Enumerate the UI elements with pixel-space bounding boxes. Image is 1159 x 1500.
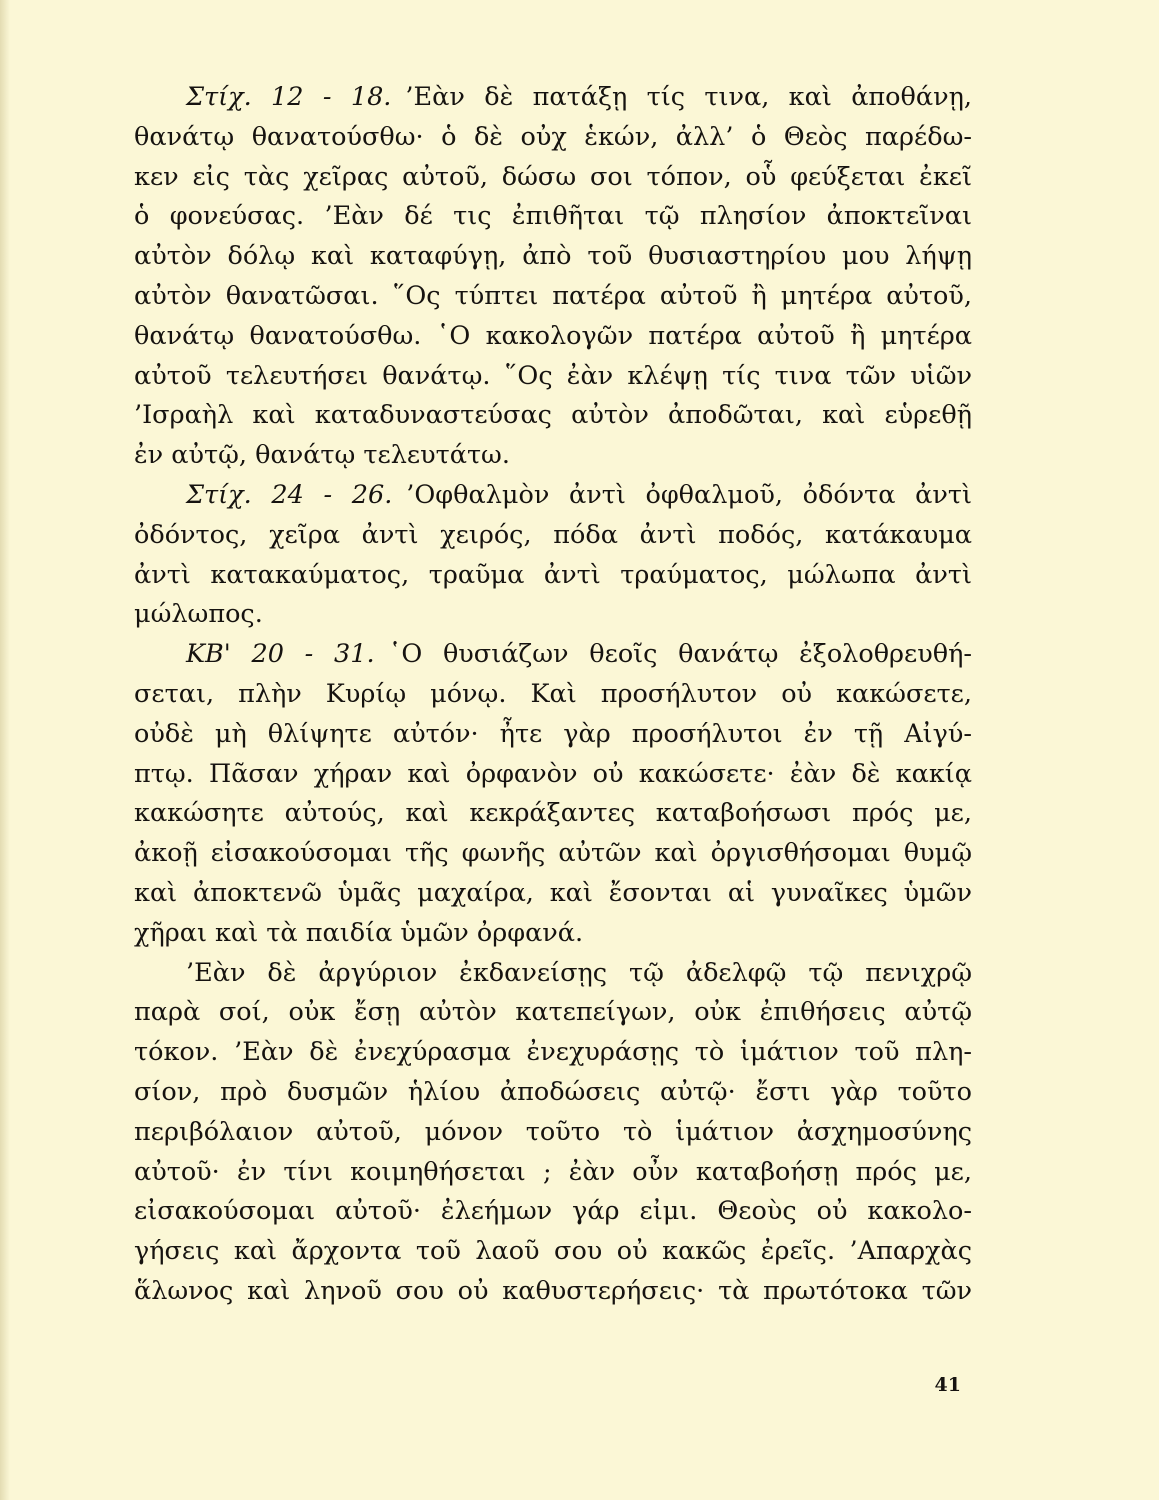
text-line: ΚΒ' 20 - 31. ῾Ο θυσιάζων θεοῖς θανάτῳ ἐξολοθρευθή-: [186, 639, 972, 670]
text-line: εἰσακούσομαι αὐτοῦ· ἐλεήμων γάρ εἰμι. Θεοὺς οὐ κακολο-: [134, 1196, 972, 1227]
body-text: [134, 78, 972, 1312]
verse-reference: Στίχ. 24 - 26.: [186, 479, 393, 510]
text-line: αὐτὸν δόλῳ καὶ καταφύγῃ, ἀπὸ τοῦ θυσιαστηρίου μου λήψῃ: [134, 241, 972, 272]
text-line: σεται, πλὴν Κυρίῳ μόνῳ. Καὶ προσήλυτον οὐ κακώσετε,: [134, 678, 972, 709]
text-line: κακώσητε αὐτούς, καὶ κεκράξαντες καταβοήσωσι πρός με,: [134, 798, 972, 829]
text-line: ὁ φονεύσας. ’Εὰν δέ τις ἐπιθῆται τῷ πλησίον ἀποκτεῖναι: [134, 201, 972, 232]
verse-reference: ΚΒ' 20 - 31.: [186, 639, 375, 670]
text-line: αὐτὸν θανατῶσαι. ῞Ος τύπτει πατέρα αὐτοῦ ἢ μητέρα αὐτοῦ,: [134, 280, 972, 311]
text-line: σίον, πρὸ δυσμῶν ἡλίου ἀποδώσεις αὐτῷ· ἔστι γὰρ τοῦτο: [134, 1076, 972, 1107]
text-line: μώλωπος.: [134, 599, 263, 630]
text-line: καὶ ἀποκτενῶ ὑμᾶς μαχαίρα, καὶ ἔσονται αἱ γυναῖκες ὑμῶν: [134, 877, 972, 908]
text-line: ἅλωνος καὶ ληνοῦ σου οὐ καθυστερήσεις· τὰ πρωτότοκα τῶν: [134, 1275, 972, 1306]
text-line: πτῳ. Πᾶσαν χήραν καὶ ὀρφανὸν οὐ κακώσετε· ἐὰν δὲ κακίᾳ: [134, 758, 972, 789]
text-line: ὀδόντος, χεῖρα ἀντὶ χειρός, πόδα ἀντὶ ποδός, κατάκαυμα: [134, 519, 972, 550]
page-edge: [0, 0, 10, 1500]
text-line: θανάτῳ θανατούσθω· ὁ δὲ οὐχ ἑκών, ἀλλ’ ὁ Θεὸς παρέδω-: [134, 121, 972, 152]
text-line: παρὰ σοί, οὐκ ἔσῃ αὐτὸν κατεπείγων, οὐκ ἐπιθήσεις αὐτῷ: [134, 997, 972, 1028]
text-line: ’Ισραὴλ καὶ καταδυναστεύσας αὐτὸν ἀποδῶται, καὶ εὑρεθῇ: [134, 400, 972, 431]
text-line: ’Εὰν δὲ ἀργύριον ἐκδανείσῃς τῷ ἀδελφῷ τῷ πενιχρῷ: [186, 957, 972, 988]
text-line: χῆραι καὶ τὰ παιδία ὑμῶν ὀρφανά.: [134, 917, 584, 948]
text-line: αὐτοῦ τελευτήσει θανάτῳ. ῞Ος ἐὰν κλέψῃ τίς τινα τῶν υἱῶν: [134, 360, 972, 391]
text-line: θανάτῳ θανατούσθω. ῾Ο κακολογῶν πατέρα αὐτοῦ ἢ μητέρα: [134, 320, 972, 351]
text-line: Στίχ. 12 - 18. ’Εὰν δὲ πατάξῃ τίς τινα, καὶ ἀποθάνῃ,: [186, 82, 972, 112]
page-number: 41: [934, 1374, 961, 1396]
verse-reference: Στίχ. 12 - 18.: [186, 82, 392, 112]
text-line: περιβόλαιον αὐτοῦ, μόνον τοῦτο τὸ ἱμάτιον ἀσχημοσύνης: [134, 1116, 972, 1147]
text-line: Στίχ. 24 - 26. ’Οφθαλμὸν ἀντὶ ὀφθαλμοῦ, ὀδόντα ἀντὶ: [186, 479, 972, 510]
text-line: ἀκοῇ εἰσακούσομαι τῆς φωνῆς αὐτῶν καὶ ὀργισθήσομαι θυμῷ: [134, 838, 972, 869]
text-line: αὐτοῦ· ἐν τίνι κοιμηθήσεται ; ἐὰν οὖν καταβοήσῃ πρός με,: [134, 1156, 972, 1187]
text-line: γήσεις καὶ ἄρχοντα τοῦ λαοῦ σου οὐ κακῶς ἐρεῖς. ’Απαρχὰς: [134, 1236, 972, 1267]
text-line: ἀντὶ κατακαύματος, τραῦμα ἀντὶ τραύματος, μώλωπα ἀντὶ: [134, 559, 972, 590]
text-line: τόκον. ’Εὰν δὲ ἐνεχύρασμα ἐνεχυράσῃς τὸ ἱμάτιον τοῦ πλη-: [134, 1037, 972, 1068]
text-line: κεν εἰς τὰς χεῖρας αὐτοῦ, δώσω σοι τόπον, οὗ φεύξεται ἐκεῖ: [134, 161, 972, 192]
text-line: οὐδὲ μὴ θλίψητε αὐτόν· ἦτε γὰρ προσήλυτοι ἐν τῇ Αἰγύ-: [134, 718, 972, 749]
text-line: ἐν αὐτῷ, θανάτῳ τελευτάτω.: [134, 440, 510, 471]
